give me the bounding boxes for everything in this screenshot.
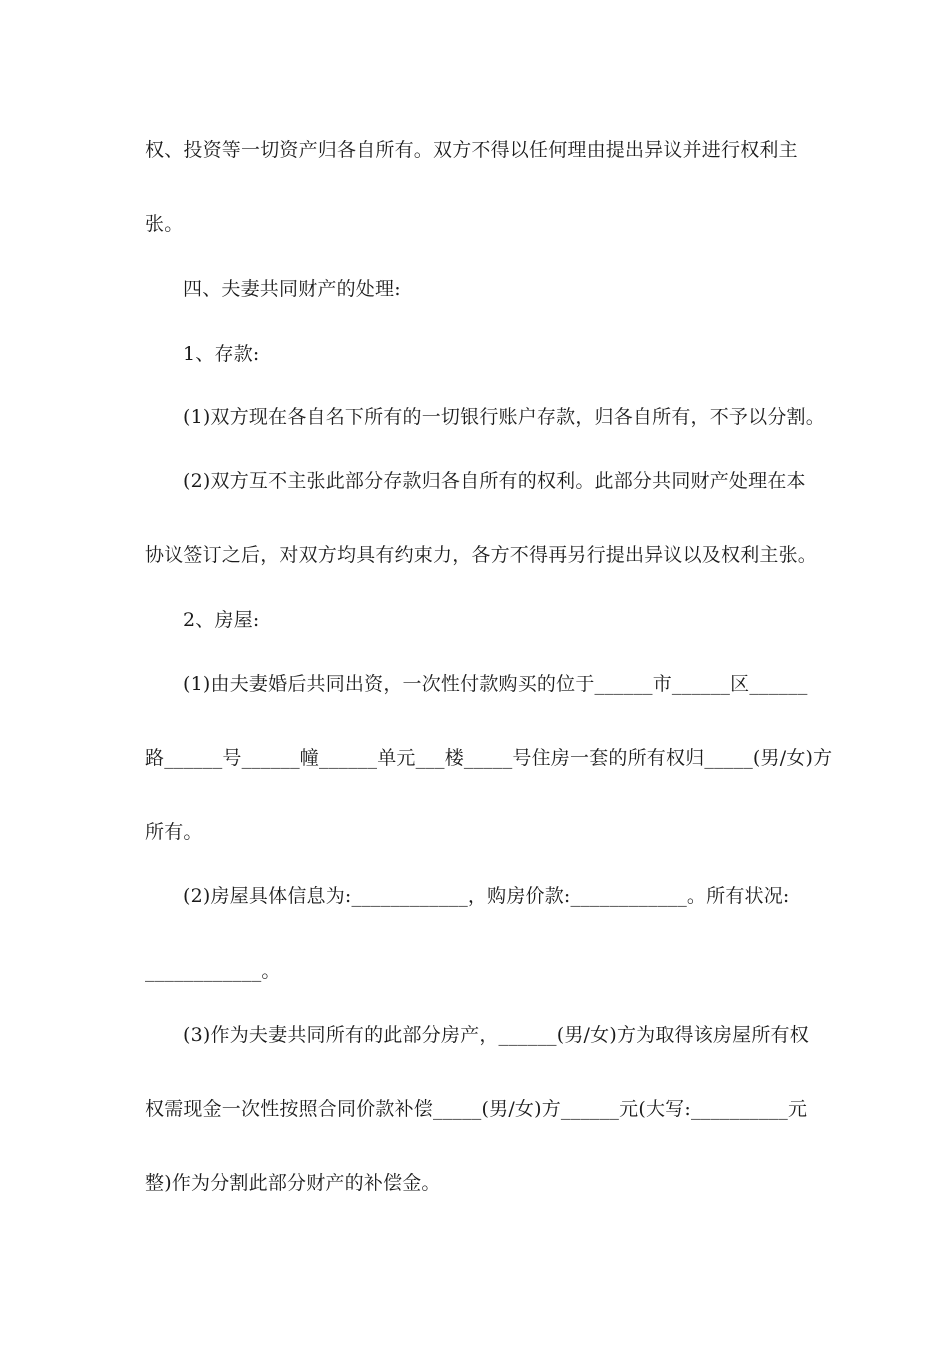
paragraph-line: 权、投资等一切资产归各自所有。双方不得以任何理由提出异议并进行权利主 xyxy=(145,139,798,161)
paragraph-line: 权需现金一次性按照合同价款补偿_____(男/女)方______元(大写:__________元 xyxy=(145,1098,808,1120)
paragraph-line: 路______号______幢______单元___楼_____号住房一套的所有权归_____(男/女)方 xyxy=(145,747,833,769)
paragraph-line: (2)双方互不主张此部分存款归各自所有的权利。此部分共同财产处理在本 xyxy=(183,470,806,492)
paragraph-line: 所有。 xyxy=(145,821,203,843)
paragraph-line: 整)作为分割此部分财产的补偿金。 xyxy=(145,1172,441,1194)
paragraph-line: (1)由夫妻婚后共同出资，一次性付款购买的位于______市______区______ xyxy=(183,673,808,695)
section-heading: 四、夫妻共同财产的处理: xyxy=(183,278,401,300)
paragraph-line: (2)房屋具体信息为:____________，购房价款:____________。所有状况: xyxy=(183,885,790,907)
paragraph-line: 张。 xyxy=(145,213,184,235)
subsection-heading: 2、房屋: xyxy=(183,609,260,631)
paragraph-line: 协议签订之后，对双方均具有约束力，各方不得再另行提出异议以及权利主张。 xyxy=(145,544,818,566)
subsection-heading: 1、存款: xyxy=(183,343,260,365)
paragraph-line: ____________。 xyxy=(145,960,281,982)
paragraph-line: (1)双方现在各自名下所有的一切银行账户存款，归各自所有，不予以分割。 xyxy=(183,406,825,428)
paragraph-line: (3)作为夫妻共同所有的此部分房产，______(男/女)方为取得该房屋所有权 xyxy=(183,1024,809,1046)
